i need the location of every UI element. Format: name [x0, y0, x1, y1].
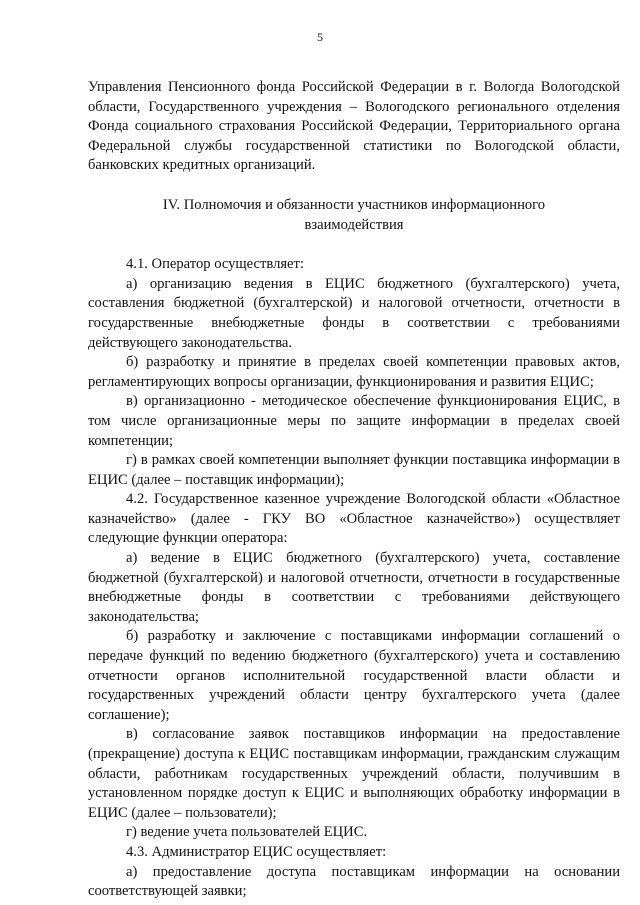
intro-paragraph: Управления Пенсионного фонда Российской Федерации в г. Вологда Вологодской области, Государственного учреждения – Вологодского регионального отделения Фонда социального страхования Российской Федерации, Территориального органа Федеральной службы государственной статистики по Вологодской области, банковских кредитных организаций. [88, 79, 620, 174]
page-number: 5 [317, 30, 323, 44]
paragraph-4-1-g: г) в рамках своей компетенции выполняет функции поставщика информации в ЕЦИС (далее – поставщик информации); [88, 452, 620, 488]
paragraph-4-1-b: б) разработку и принятие в пределах своей компетенции правовых актов, регламентирующих вопросы организации, функционирования и развития ЕЦИС; [88, 354, 620, 390]
paragraph-4-3-a: а) предоставление доступа поставщикам информации на основании соответствующей заявки; [88, 863, 620, 900]
paragraph-4-1: 4.1. Оператор осуществляет: [126, 256, 304, 273]
paragraph-4-1-v: в) организационно - методическое обеспечение функционирования ЕЦИС, в том числе организационные меры по защите информации в пределах своей компетенции; [88, 393, 620, 449]
paragraph-4-2-a: а) ведение в ЕЦИС бюджетного (бухгалтерского) учета, составление бюджетной (бухгалтерской) и налоговой отчетности, отчетности в государственные внебюджетные фонды в соответствии с требованиями действующего законодательства; [88, 550, 620, 625]
paragraph-4-1-a: а) организацию ведения в ЕЦИС бюджетного (бухгалтерского) учета, составления бюджетной (бухгалтерской) и налоговой отчетности, отчетности в государственные внебюджетные фонды в соответствии с требованиями действующего законодательства. [88, 275, 620, 351]
paragraph-4-2-b: б) разработку и заключение с поставщиками информации соглашений о передаче функций по ведению бюджетного (бухгалтерского) учета и составлению отчетности органов исполнительной государственной власти области и государственных учреждений области центру бухгалтерского учета (далее соглашение); [88, 628, 620, 723]
paragraph-4-3: 4.3. Администратор ЕЦИС осуществляет: [126, 843, 387, 860]
section-heading: IV. Полномочия и обязанности участников информационного взаимодействия [162, 196, 546, 233]
paragraph-4-2: 4.2. Государственное казенное учреждение Вологодской области «Областное казначейство» (далее - ГКУ ВО «Областное казначейство») осуществляет следующие функции оператора: [88, 491, 620, 547]
document-body [88, 78, 620, 902]
paragraph-4-2-g: г) ведение учета пользователей ЕЦИС. [126, 824, 368, 841]
paragraph-4-2-v: в) согласование заявок поставщиков информации на предоставление (прекращение) доступа к ЕЦИС поставщикам информации, гражданским служащим области, работникам государственных учреждений области, получившим в установленном порядке доступ к ЕЦИС и выполняющих обработку информации в ЕЦИС (далее – пользователи); [88, 726, 620, 821]
